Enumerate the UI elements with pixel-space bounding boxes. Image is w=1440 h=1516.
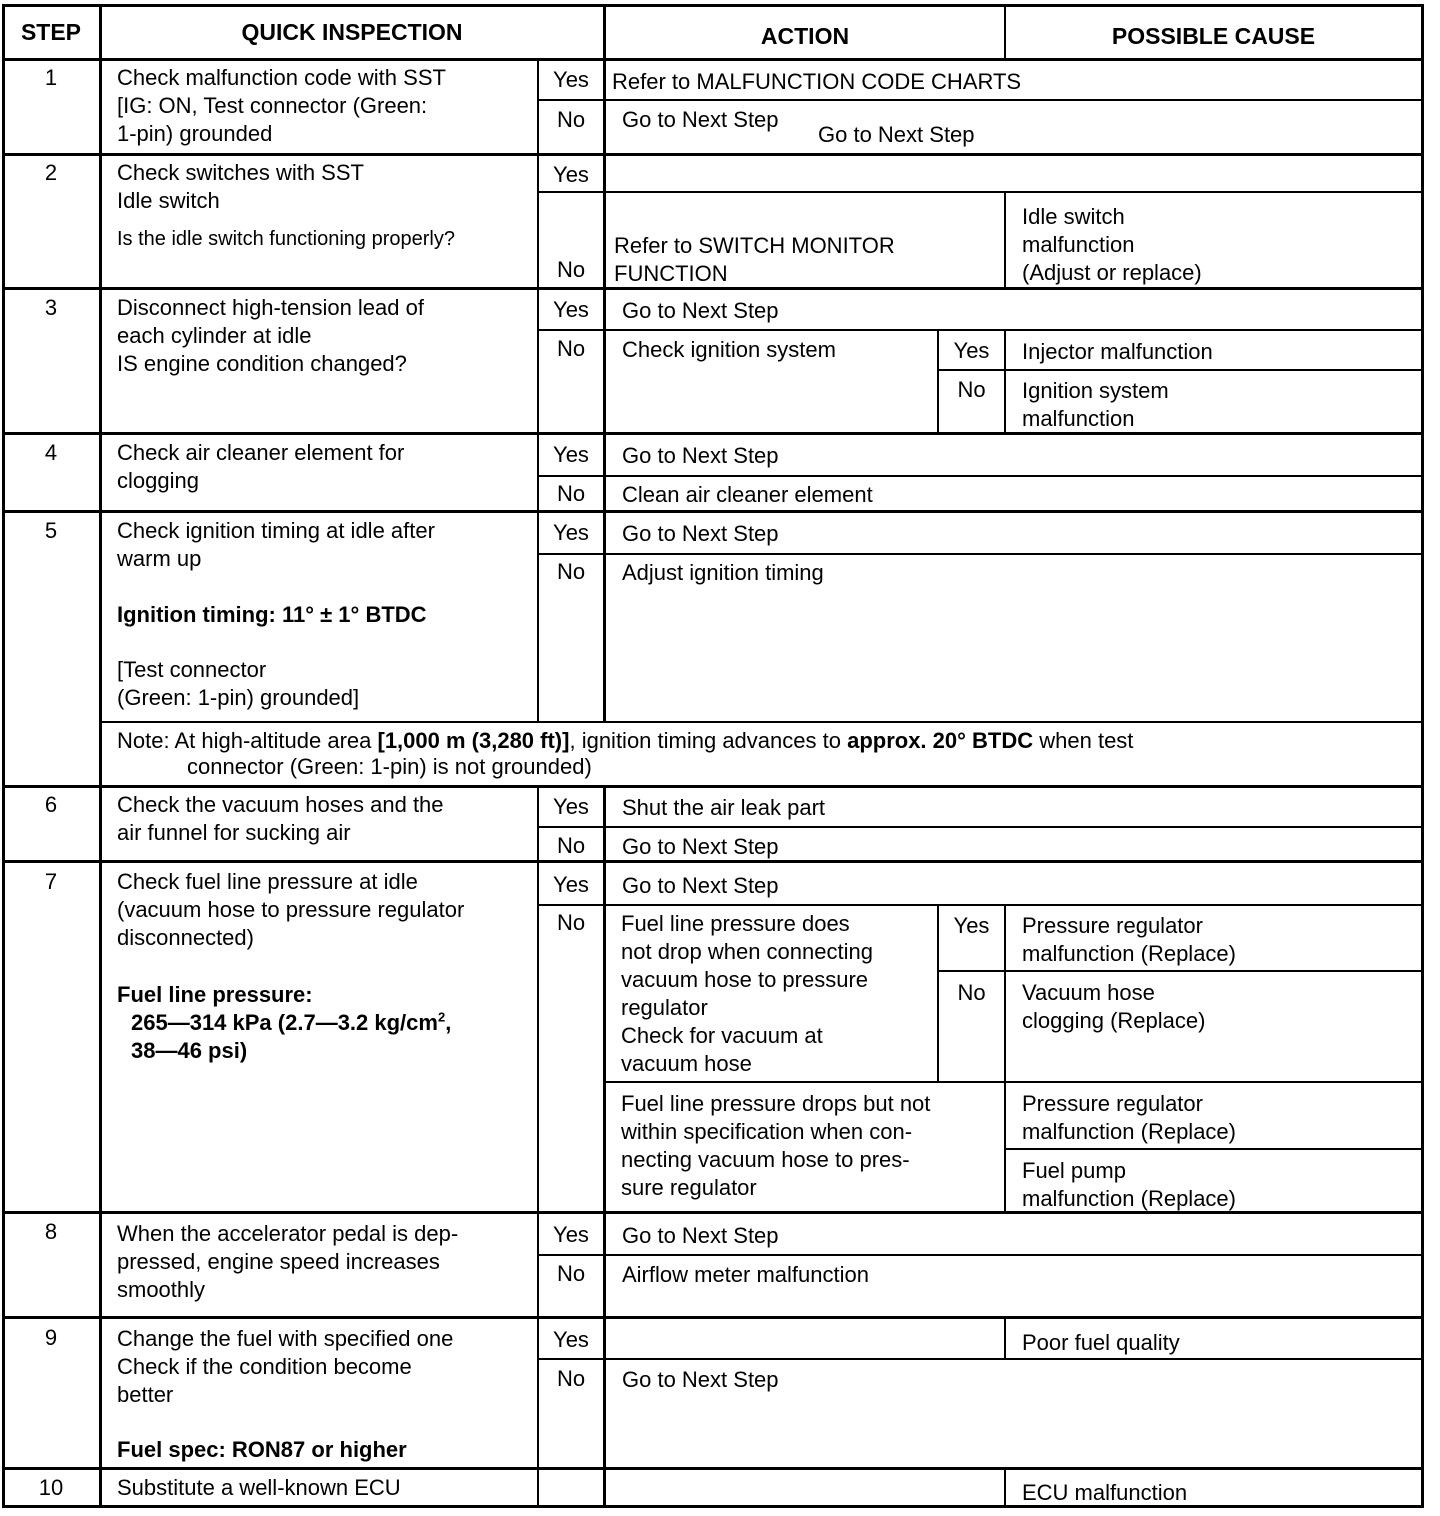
- action-text: Clean air cleaner element: [622, 482, 873, 507]
- possible-cause-text: Pressure regulator malfunction (Replace): [1022, 913, 1236, 966]
- inspection-text: Check the vacuum hoses and the air funnel for sucking air: [117, 792, 444, 845]
- row9-yes-no-divider: [537, 1358, 1424, 1360]
- step-number: 5: [44, 518, 58, 543]
- action-text: Adjust ignition timing: [622, 560, 824, 585]
- header-quick-inspection: QUICK INSPECTION: [241, 19, 463, 45]
- possible-cause-text: Fuel pump malfunction (Replace): [1022, 1158, 1236, 1211]
- answer-no: No: [556, 1366, 586, 1391]
- note-text: Note: At high-altitude area: [117, 728, 378, 753]
- possible-cause-text: Poor fuel quality: [1022, 1330, 1180, 1355]
- action-text: Go to Next Step: [622, 873, 779, 898]
- sub-answer-yes: Yes: [953, 338, 990, 363]
- header-possible-cause: POSSIBLE CAUSE: [1111, 23, 1316, 49]
- possible-cause-text: ECU malfunction: [1022, 1480, 1188, 1505]
- row4-yes-no-divider: [537, 475, 1424, 477]
- step-number: 4: [44, 440, 58, 465]
- inspection-spec-value-2: 38—46 psi): [131, 1038, 248, 1063]
- header-action: ACTION: [760, 23, 850, 49]
- answer-yes: Yes: [553, 1327, 589, 1352]
- note-altitude: [1,000 m (3,280 ft)]: [377, 728, 570, 753]
- inspection-text: Check switches with SST Idle switch: [117, 160, 364, 213]
- row-sep-4-5: [2, 510, 1424, 513]
- answer-yes: Yes: [553, 162, 589, 187]
- inspection-spec-label: Fuel line pressure:: [117, 982, 313, 1007]
- inspection-condition: [Test connector (Green: 1-pin) grounded]: [117, 657, 360, 710]
- note-text: , ignition timing advances to: [569, 728, 848, 753]
- action-text: Go to Next Step: [622, 834, 779, 859]
- row-sep-8-9: [2, 1316, 1424, 1319]
- possible-cause-text: Vacuum hose clogging (Replace): [1022, 980, 1206, 1033]
- row3-sub-divider: [937, 369, 1424, 371]
- action-text: Go to Next Step: [622, 521, 779, 546]
- spec-text: ,: [445, 1010, 452, 1035]
- step-number: 8: [44, 1219, 58, 1244]
- inspection-text: Disconnect high-tension lead of each cylinder at idle IS engine condition changed?: [117, 295, 424, 376]
- step-number: 6: [44, 792, 58, 817]
- answer-yes: Yes: [553, 297, 589, 322]
- row6-yes-no-divider: [537, 826, 1424, 828]
- inspection-spec: Fuel spec: RON87 or higher: [117, 1437, 407, 1462]
- action-text: Refer to SWITCH MONITOR FUNCTION: [614, 233, 895, 286]
- answer-no: No: [556, 107, 586, 132]
- action-text: Go to Next Step: [622, 1223, 779, 1248]
- sub-answer-no: No: [957, 980, 986, 1005]
- answer-yes: Yes: [553, 67, 589, 92]
- action-text: Go to Next Step: [622, 298, 779, 323]
- row3-cause-sep: [1004, 331, 1006, 434]
- step-number: 1: [44, 65, 58, 90]
- note-line-1: [117, 727, 1417, 755]
- action-text: Check ignition system: [622, 337, 836, 362]
- answer-no: No: [556, 257, 586, 282]
- possible-cause-text: Idle switch malfunction (Adjust or replace): [1022, 204, 1202, 285]
- action-text: Go to Next Step: [818, 122, 975, 147]
- inspection-text: Substitute a well-known ECU: [117, 1475, 401, 1500]
- inspection-text: Check fuel line pressure at idle (vacuum hose to pressure regulator disconnected): [117, 869, 465, 950]
- action-text: Shut the air leak part: [622, 795, 826, 820]
- row7-yes-no-divider: [537, 904, 1424, 906]
- action-text: Fuel line pressure does not drop when connecting vacuum hose to pressure regulator Check for vacuum at vacuum hose: [621, 911, 873, 1076]
- inspection-text: Check malfunction code with SST [IG: ON, Test connector (Green: 1-pin) grounded: [117, 65, 446, 146]
- answer-no: No: [556, 1261, 586, 1286]
- row7-cause-sep: [1004, 906, 1006, 1213]
- row2-cause-sep: [1004, 193, 1006, 289]
- inspection-text: Check air cleaner element for clogging: [117, 440, 405, 493]
- note-text: when test: [1033, 728, 1134, 753]
- answer-no: No: [556, 559, 586, 584]
- inspection-text: Change the fuel with specified one Check if the condition become better: [117, 1326, 454, 1407]
- action-text: Go to Next Step: [622, 443, 779, 468]
- row7-case-divider: [604, 1081, 1424, 1083]
- row3-yes-no-divider: [537, 329, 1424, 331]
- row5-yes-no-divider: [537, 553, 1424, 555]
- inspection-spec-value: [131, 1009, 535, 1037]
- possible-cause-text: Pressure regulator malfunction (Replace): [1022, 1091, 1236, 1144]
- sub-answer-no: No: [957, 377, 986, 402]
- step-number: 9: [44, 1325, 58, 1350]
- step-number: 3: [44, 295, 58, 320]
- answer-yes: Yes: [553, 442, 589, 467]
- row-sep-9-10: [2, 1467, 1424, 1470]
- step-number: 7: [44, 869, 58, 894]
- row-sep-5-6: [2, 785, 1424, 788]
- answer-yes: Yes: [553, 794, 589, 819]
- row2-yes-no-divider: [537, 191, 1424, 193]
- row5-note-divider: [99, 721, 1424, 723]
- note-line-2: connector (Green: 1-pin) is not grounded): [187, 754, 592, 779]
- answer-no: No: [556, 336, 586, 361]
- table-border-left: [2, 4, 5, 1508]
- row7-sub-divider: [937, 970, 1424, 972]
- inspection-question: Is the idle switch functioning properly?: [117, 228, 455, 250]
- table-border-right: [1421, 4, 1424, 1508]
- col-sep-step: [99, 4, 102, 1508]
- answer-no: No: [556, 481, 586, 506]
- inspection-text: Check ignition timing at idle after warm up: [117, 518, 435, 571]
- answer-yes: Yes: [553, 520, 589, 545]
- answer-yes: Yes: [553, 1222, 589, 1247]
- header-divider: [2, 58, 1424, 61]
- row1-yes-no-divider: [537, 99, 1424, 101]
- spec-superscript: 2: [437, 1009, 446, 1025]
- header-step: STEP: [20, 19, 82, 45]
- row-sep-1-2: [2, 153, 1424, 156]
- col-sep-action-b: [603, 786, 606, 1508]
- row8-yes-no-divider: [537, 1254, 1424, 1256]
- action-text: Go to Next Step: [622, 1367, 779, 1392]
- action-text: Fuel line pressure drops but not within specification when con- necting vacuum hose to pres- sure regulator: [621, 1091, 931, 1200]
- note-advance: approx. 20° BTDC: [847, 728, 1034, 753]
- inspection-text: When the accelerator pedal is dep- pressed, engine speed increases smoothly: [117, 1221, 459, 1302]
- inspection-spec: Ignition timing: 11° ± 1° BTDC: [117, 602, 427, 627]
- action-text: Go to Next Step: [622, 107, 779, 132]
- action-text: Refer to MALFUNCTION CODE CHARTS: [612, 69, 1022, 94]
- sub-answer-yes: Yes: [953, 913, 990, 938]
- spec-text: 265—314 kPa (2.7—3.2 kg/cm: [131, 1010, 438, 1035]
- row9-cause-sep: [1004, 1319, 1006, 1359]
- possible-cause-text: Ignition system malfunction: [1022, 378, 1169, 431]
- col-sep-answer-a: [537, 60, 539, 722]
- action-text: Airflow meter malfunction: [622, 1262, 869, 1287]
- step-number: 10: [38, 1475, 64, 1500]
- answer-no: No: [556, 910, 586, 935]
- answer-no: No: [556, 833, 586, 858]
- step-number: 2: [44, 160, 58, 185]
- possible-cause-text: Injector malfunction: [1022, 339, 1213, 364]
- table-border-top: [2, 4, 1424, 7]
- row10-cause-sep: [1004, 1470, 1006, 1507]
- answer-yes: Yes: [553, 872, 589, 897]
- col-sep-action-a: [603, 4, 606, 722]
- row7-cause-divider: [1004, 1148, 1424, 1150]
